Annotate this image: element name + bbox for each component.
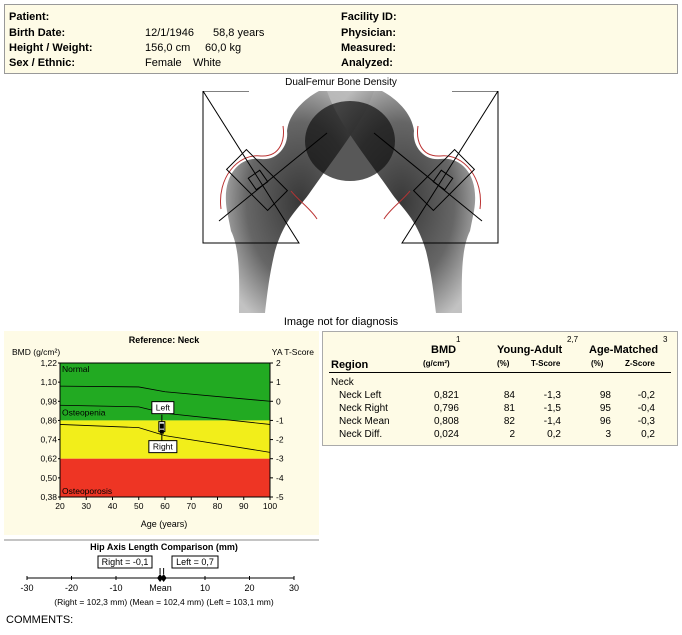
chart-y-tick-label: 1,22 xyxy=(40,358,57,368)
results-table xyxy=(322,331,678,446)
row-ya-percent: 84 xyxy=(503,390,515,401)
chart-t-tick-label: 2 xyxy=(276,358,281,368)
chart-x-tick-label: 50 xyxy=(134,501,144,511)
row-ya-percent: 82 xyxy=(503,416,515,427)
hal-title: Hip Axis Length Comparison (mm) xyxy=(90,542,238,552)
chart-y-tick-label: 0,74 xyxy=(40,434,57,445)
young-adult-superscript: 2,7 xyxy=(567,335,579,344)
chart-x-tick-label: 40 xyxy=(107,501,118,511)
weight-value: 60,0 kg xyxy=(205,42,242,54)
chart-t-tick-label: -1 xyxy=(276,415,284,426)
row-bmd: 0,821 xyxy=(433,390,459,401)
am-percent-header: (%) xyxy=(591,359,604,368)
row-ya-percent: 81 xyxy=(503,403,515,414)
chart-point-left xyxy=(160,424,164,429)
hal-tick-label: 20 xyxy=(244,583,255,593)
hal-footer: (Right = 102,3 mm) (Mean = 102,4 mm) (Left = 103,1 mm) xyxy=(54,597,274,607)
hip-axis-length-chart xyxy=(4,538,319,612)
chart-y-tick-label: 0,98 xyxy=(40,396,57,407)
young-adult-header: Young-Adult xyxy=(497,344,563,356)
table-row xyxy=(323,390,679,403)
chart-point-right xyxy=(160,430,164,434)
age-matched-superscript: 3 xyxy=(663,335,668,344)
chart-y-tick-label: 1,10 xyxy=(40,377,57,388)
ethnic-value: White xyxy=(193,57,222,69)
bmd-reference-chart xyxy=(4,331,319,535)
chart-t-tick-label: -4 xyxy=(276,472,284,483)
chart-x-tick-label: 90 xyxy=(239,501,249,511)
chart-x-axis-label: Age (years) xyxy=(140,519,188,529)
row-region: Neck Mean xyxy=(339,416,390,427)
row-t-score: -1,4 xyxy=(543,416,561,427)
table-row xyxy=(323,429,679,442)
row-t-score: 0,2 xyxy=(547,429,561,440)
row-bmd: 0,796 xyxy=(433,403,459,414)
height-weight-label: Height / Weight: xyxy=(9,42,93,54)
chart-t-tick-label: 0 xyxy=(276,396,281,407)
chart-y-tick-label: 0,62 xyxy=(40,453,57,464)
hip-axis-length-panel xyxy=(4,538,319,612)
row-z-score: -0,4 xyxy=(637,403,655,414)
row-region: Neck Right xyxy=(339,403,388,414)
table-row xyxy=(323,403,679,416)
hal-tick-label: 30 xyxy=(288,583,300,593)
chart-title: Reference: Neck xyxy=(128,335,200,345)
chart-band-label: Osteopenia xyxy=(62,407,106,418)
comments-label: COMMENTS: xyxy=(6,614,74,626)
bmd-header: BMD xyxy=(431,344,457,356)
hal-tick-label: Mean xyxy=(149,583,172,593)
hal-left-label: Left = 0,7 xyxy=(176,557,214,567)
analyzed-label: Analyzed: xyxy=(341,57,393,69)
table-header-divider xyxy=(329,372,671,373)
chart-callout-right: Right xyxy=(152,441,173,452)
chart-t-tick-label: -3 xyxy=(276,453,284,464)
row-bmd: 0,808 xyxy=(433,416,459,427)
ya-percent-header: (%) xyxy=(497,359,510,368)
row-t-score: -1,5 xyxy=(543,403,561,414)
table-row xyxy=(323,416,679,429)
chart-y-axis-label: BMD (g/cm²) xyxy=(12,347,61,357)
physician-label: Physician: xyxy=(341,27,397,39)
row-z-score: -0,3 xyxy=(637,416,655,427)
image-title: DualFemur Bone Density xyxy=(285,77,397,88)
hal-tick-label: -20 xyxy=(64,583,79,593)
sex-ethnic-label: Sex / Ethnic: xyxy=(9,57,76,69)
chart-t-tick-label: -5 xyxy=(276,492,284,502)
chart-x-tick-label: 30 xyxy=(81,501,91,511)
patient-info-header xyxy=(4,4,678,74)
t-score-header: T-Score xyxy=(531,359,561,368)
row-z-score: -0,2 xyxy=(637,390,655,401)
dual-femur-scan-image xyxy=(199,91,502,313)
chart-t-score-axis-label: YA T-Score xyxy=(271,347,314,357)
chart-x-tick-label: 70 xyxy=(186,501,196,511)
z-score-header: Z-Score xyxy=(625,359,655,368)
chart-t-tick-label: 1 xyxy=(276,377,281,388)
chart-x-tick-label: 60 xyxy=(160,501,170,511)
patient-label: Patient: xyxy=(9,11,50,23)
hal-left-marker xyxy=(161,574,167,582)
bmd-superscript: 1 xyxy=(456,335,461,344)
bmd-unit: (g/cm²) xyxy=(423,359,450,368)
diagnosis-note: Image not for diagnosis xyxy=(283,316,399,328)
row-region: Neck Left xyxy=(339,390,382,401)
age-value: 58,8 years xyxy=(213,27,265,39)
chart-x-tick-label: 100 xyxy=(262,501,278,511)
row-region: Neck Diff. xyxy=(339,429,383,440)
sex-value: Female xyxy=(145,57,182,69)
region-header: Region xyxy=(331,359,369,371)
chart-band-label: Osteoporosis xyxy=(62,486,113,496)
birth-date-label: Birth Date: xyxy=(9,27,66,39)
chart-y-tick-label: 0,86 xyxy=(40,415,57,426)
hal-tick-label: 10 xyxy=(199,583,211,593)
chart-callout-left: Left xyxy=(155,402,170,413)
chart-band-label: Normal xyxy=(62,364,90,374)
chart-t-tick-label: -2 xyxy=(276,434,284,445)
hal-tick-label: -10 xyxy=(109,583,123,593)
row-am-percent: 95 xyxy=(599,403,611,414)
table-group-label: Neck xyxy=(331,377,354,388)
row-ya-percent: 2 xyxy=(509,429,515,440)
measured-label: Measured: xyxy=(341,42,397,54)
birth-date-value: 12/1/1946 xyxy=(145,27,194,39)
row-t-score: -1,3 xyxy=(543,390,561,401)
chart-y-tick-label: 0,38 xyxy=(40,492,57,502)
height-value: 156,0 cm xyxy=(145,42,191,54)
row-bmd: 0,024 xyxy=(433,429,459,440)
hal-right-label: Right = -0,1 xyxy=(101,557,149,567)
hal-tick-label: -30 xyxy=(20,583,34,593)
bmd-reference-chart-panel xyxy=(4,331,319,535)
row-z-score: 0,2 xyxy=(641,429,655,440)
chart-x-tick-label: 80 xyxy=(212,501,223,511)
chart-x-tick-label: 20 xyxy=(55,501,65,511)
facility-id-label: Facility ID: xyxy=(341,11,397,23)
chart-y-tick-label: 0,50 xyxy=(40,472,57,483)
row-am-percent: 3 xyxy=(605,429,611,440)
age-matched-header: Age-Matched xyxy=(589,344,659,356)
row-am-percent: 96 xyxy=(599,416,611,427)
row-am-percent: 98 xyxy=(599,390,611,401)
